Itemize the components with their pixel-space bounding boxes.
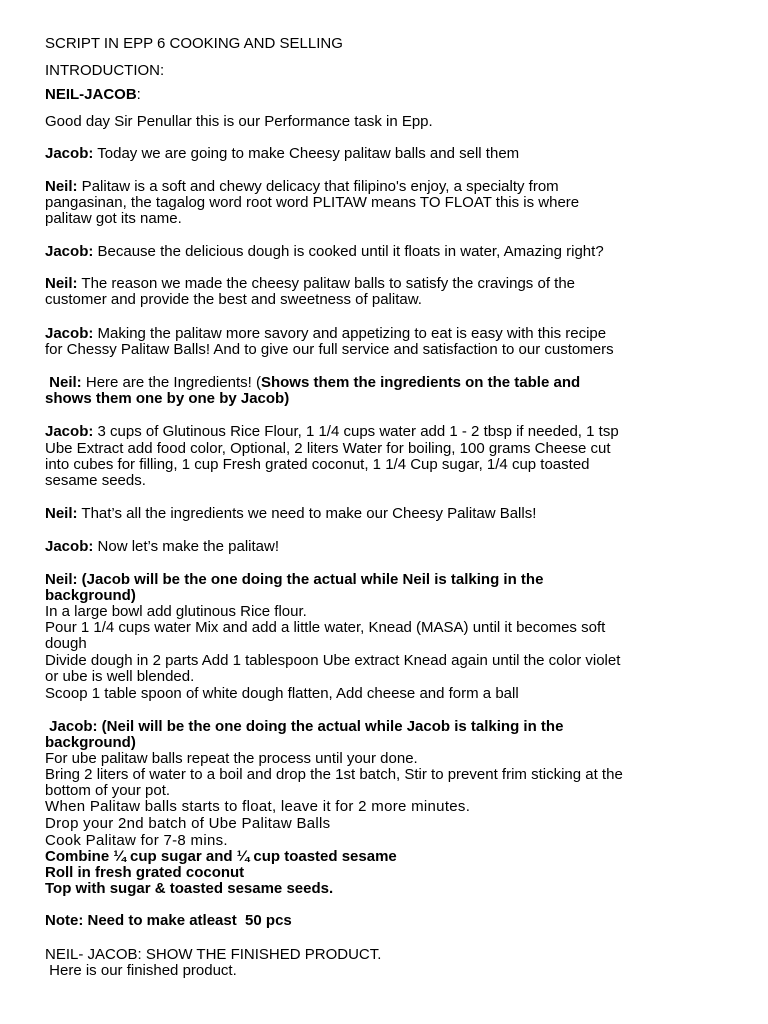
speaker-label: Jacob: bbox=[45, 423, 94, 440]
stage-direction: Shows them the ingredients on the table and bbox=[260, 374, 581, 391]
step-line: bottom of your pot. bbox=[45, 782, 171, 799]
paragraph-2-line-3: palitaw got its name. bbox=[45, 210, 182, 227]
paragraph-11-heading-2: background) bbox=[45, 734, 136, 751]
paragraph-text: That’s all the ingredients we need to make our Cheesy Palitaw Balls! bbox=[77, 505, 537, 522]
step-line: Divide dough in 2 parts Add 1 tablespoon Ube extract Knead again until the color violet bbox=[45, 652, 621, 669]
paragraph-4-line-2: customer and provide the best and sweetness of palitaw. bbox=[45, 291, 422, 308]
speaker-label: Neil: bbox=[45, 374, 82, 391]
paragraph-text: Palitaw is a soft and chewy delicacy that filipino's enjoy, a specialty from bbox=[77, 178, 559, 195]
step-line: or ube is well blended. bbox=[45, 668, 195, 685]
speaker-label: Jacob: bbox=[45, 243, 94, 260]
step-line: Drop your 2nd batch of Ube Palitaw Balls bbox=[45, 815, 331, 832]
step-line: dough bbox=[45, 635, 87, 652]
paragraph-1 bbox=[45, 146, 519, 163]
paragraph-3 bbox=[45, 244, 604, 261]
step-line: Bring 2 liters of water to a boil and drop the 1st batch, Stir to prevent frim sticking at the bbox=[45, 766, 623, 783]
closing-line-1: NEIL- JACOB: SHOW THE FINISHED PRODUCT. bbox=[45, 946, 382, 963]
paragraph-5-line-2: for Chessy Palitaw Balls! And to give our full service and satisfaction to our customers bbox=[45, 341, 614, 358]
step-line: Scoop 1 table spoon of white dough flatten, Add cheese and form a ball bbox=[45, 685, 519, 702]
speaker-label: Jacob: bbox=[45, 145, 94, 162]
step-line: Cook Palitaw for 7-8 mins. bbox=[45, 832, 228, 849]
introduction-label: INTRODUCTION: bbox=[45, 62, 165, 79]
paragraph-8 bbox=[45, 506, 536, 523]
paragraph-text: Today we are going to make Cheesy palitaw balls and sell them bbox=[93, 145, 520, 162]
paragraph-7-line-4: sesame seeds. bbox=[45, 472, 146, 489]
paragraph-6-line-2: shows them one by one by Jacob) bbox=[45, 390, 290, 407]
step-line: When Palitaw balls starts to float, leave it for 2 more minutes. bbox=[45, 798, 471, 815]
step-line-bold: Top with sugar & toasted sesame seeds. bbox=[45, 880, 334, 897]
speakers-colon: : bbox=[136, 86, 141, 103]
paragraph-10-heading-2: background) bbox=[45, 587, 136, 604]
speaker-label: Neil: bbox=[45, 178, 78, 195]
paragraph-text: Making the palitaw more savory and appetizing to eat is easy with this recipe bbox=[93, 325, 607, 342]
paragraph-7-line-2: Ube Extract add food color, Optional, 2 liters Water for boiling, 100 grams Cheese cut bbox=[45, 440, 611, 457]
step-line-bold: Roll in fresh grated coconut bbox=[45, 864, 245, 881]
step-line: For ube palitaw balls repeat the process until your done. bbox=[45, 750, 418, 767]
paragraph-text: The reason we made the cheesy palitaw balls to satisfy the cravings of the bbox=[77, 275, 576, 292]
closing-line-2: Here is our finished product. bbox=[45, 962, 237, 979]
note-line: Note: Need to make atleast 50 pcs bbox=[45, 912, 292, 929]
paragraph-text: Here are the Ingredients! ( bbox=[81, 374, 261, 391]
paragraph-text: 3 cups of Glutinous Rice Flour, 1 1/4 cups water add 1 - 2 tbsp if needed, 1 tsp bbox=[93, 423, 619, 440]
paragraph-9 bbox=[45, 539, 279, 556]
speaker-label: Jacob: bbox=[45, 538, 94, 555]
paragraph-7-line-3: into cubes for filling, 1 cup Fresh grated coconut, 1 1/4 Cup sugar, 1/4 cup toasted bbox=[45, 456, 590, 473]
document-title: SCRIPT IN EPP 6 COOKING AND SELLING bbox=[45, 35, 343, 52]
paragraph-11-heading-1: Jacob: (Neil will be the one doing the actual while Jacob is talking in the bbox=[45, 718, 564, 735]
paragraph-text: Now let’s make the palitaw! bbox=[93, 538, 279, 555]
step-line: Pour 1 1/4 cups water Mix and add a little water, Knead (MASA) until it becomes soft bbox=[45, 619, 606, 636]
step-line-bold: Combine ¼ cup sugar and ¼ cup toasted sesame bbox=[45, 848, 397, 865]
paragraph-7-line-1 bbox=[45, 424, 619, 441]
speakers-label: NEIL-JACOB bbox=[45, 86, 137, 103]
speaker-label: Neil: bbox=[45, 505, 78, 522]
paragraph-2-line-2: pangasinan, the tagalog word root word PLITAW means TO FLOAT this is where bbox=[45, 194, 580, 211]
greeting-line: Good day Sir Penullar this is our Performance task in Epp. bbox=[45, 113, 433, 130]
paragraph-text: Because the delicious dough is cooked until it floats in water, Amazing right? bbox=[93, 243, 604, 260]
speaker-label: Neil: bbox=[45, 275, 78, 292]
speakers-heading bbox=[45, 87, 141, 104]
step-line: In a large bowl add glutinous Rice flour. bbox=[45, 603, 307, 620]
paragraph-10-heading-1: Neil: (Jacob will be the one doing the actual while Neil is talking in the bbox=[45, 571, 544, 588]
speaker-label: Jacob: bbox=[45, 325, 94, 342]
